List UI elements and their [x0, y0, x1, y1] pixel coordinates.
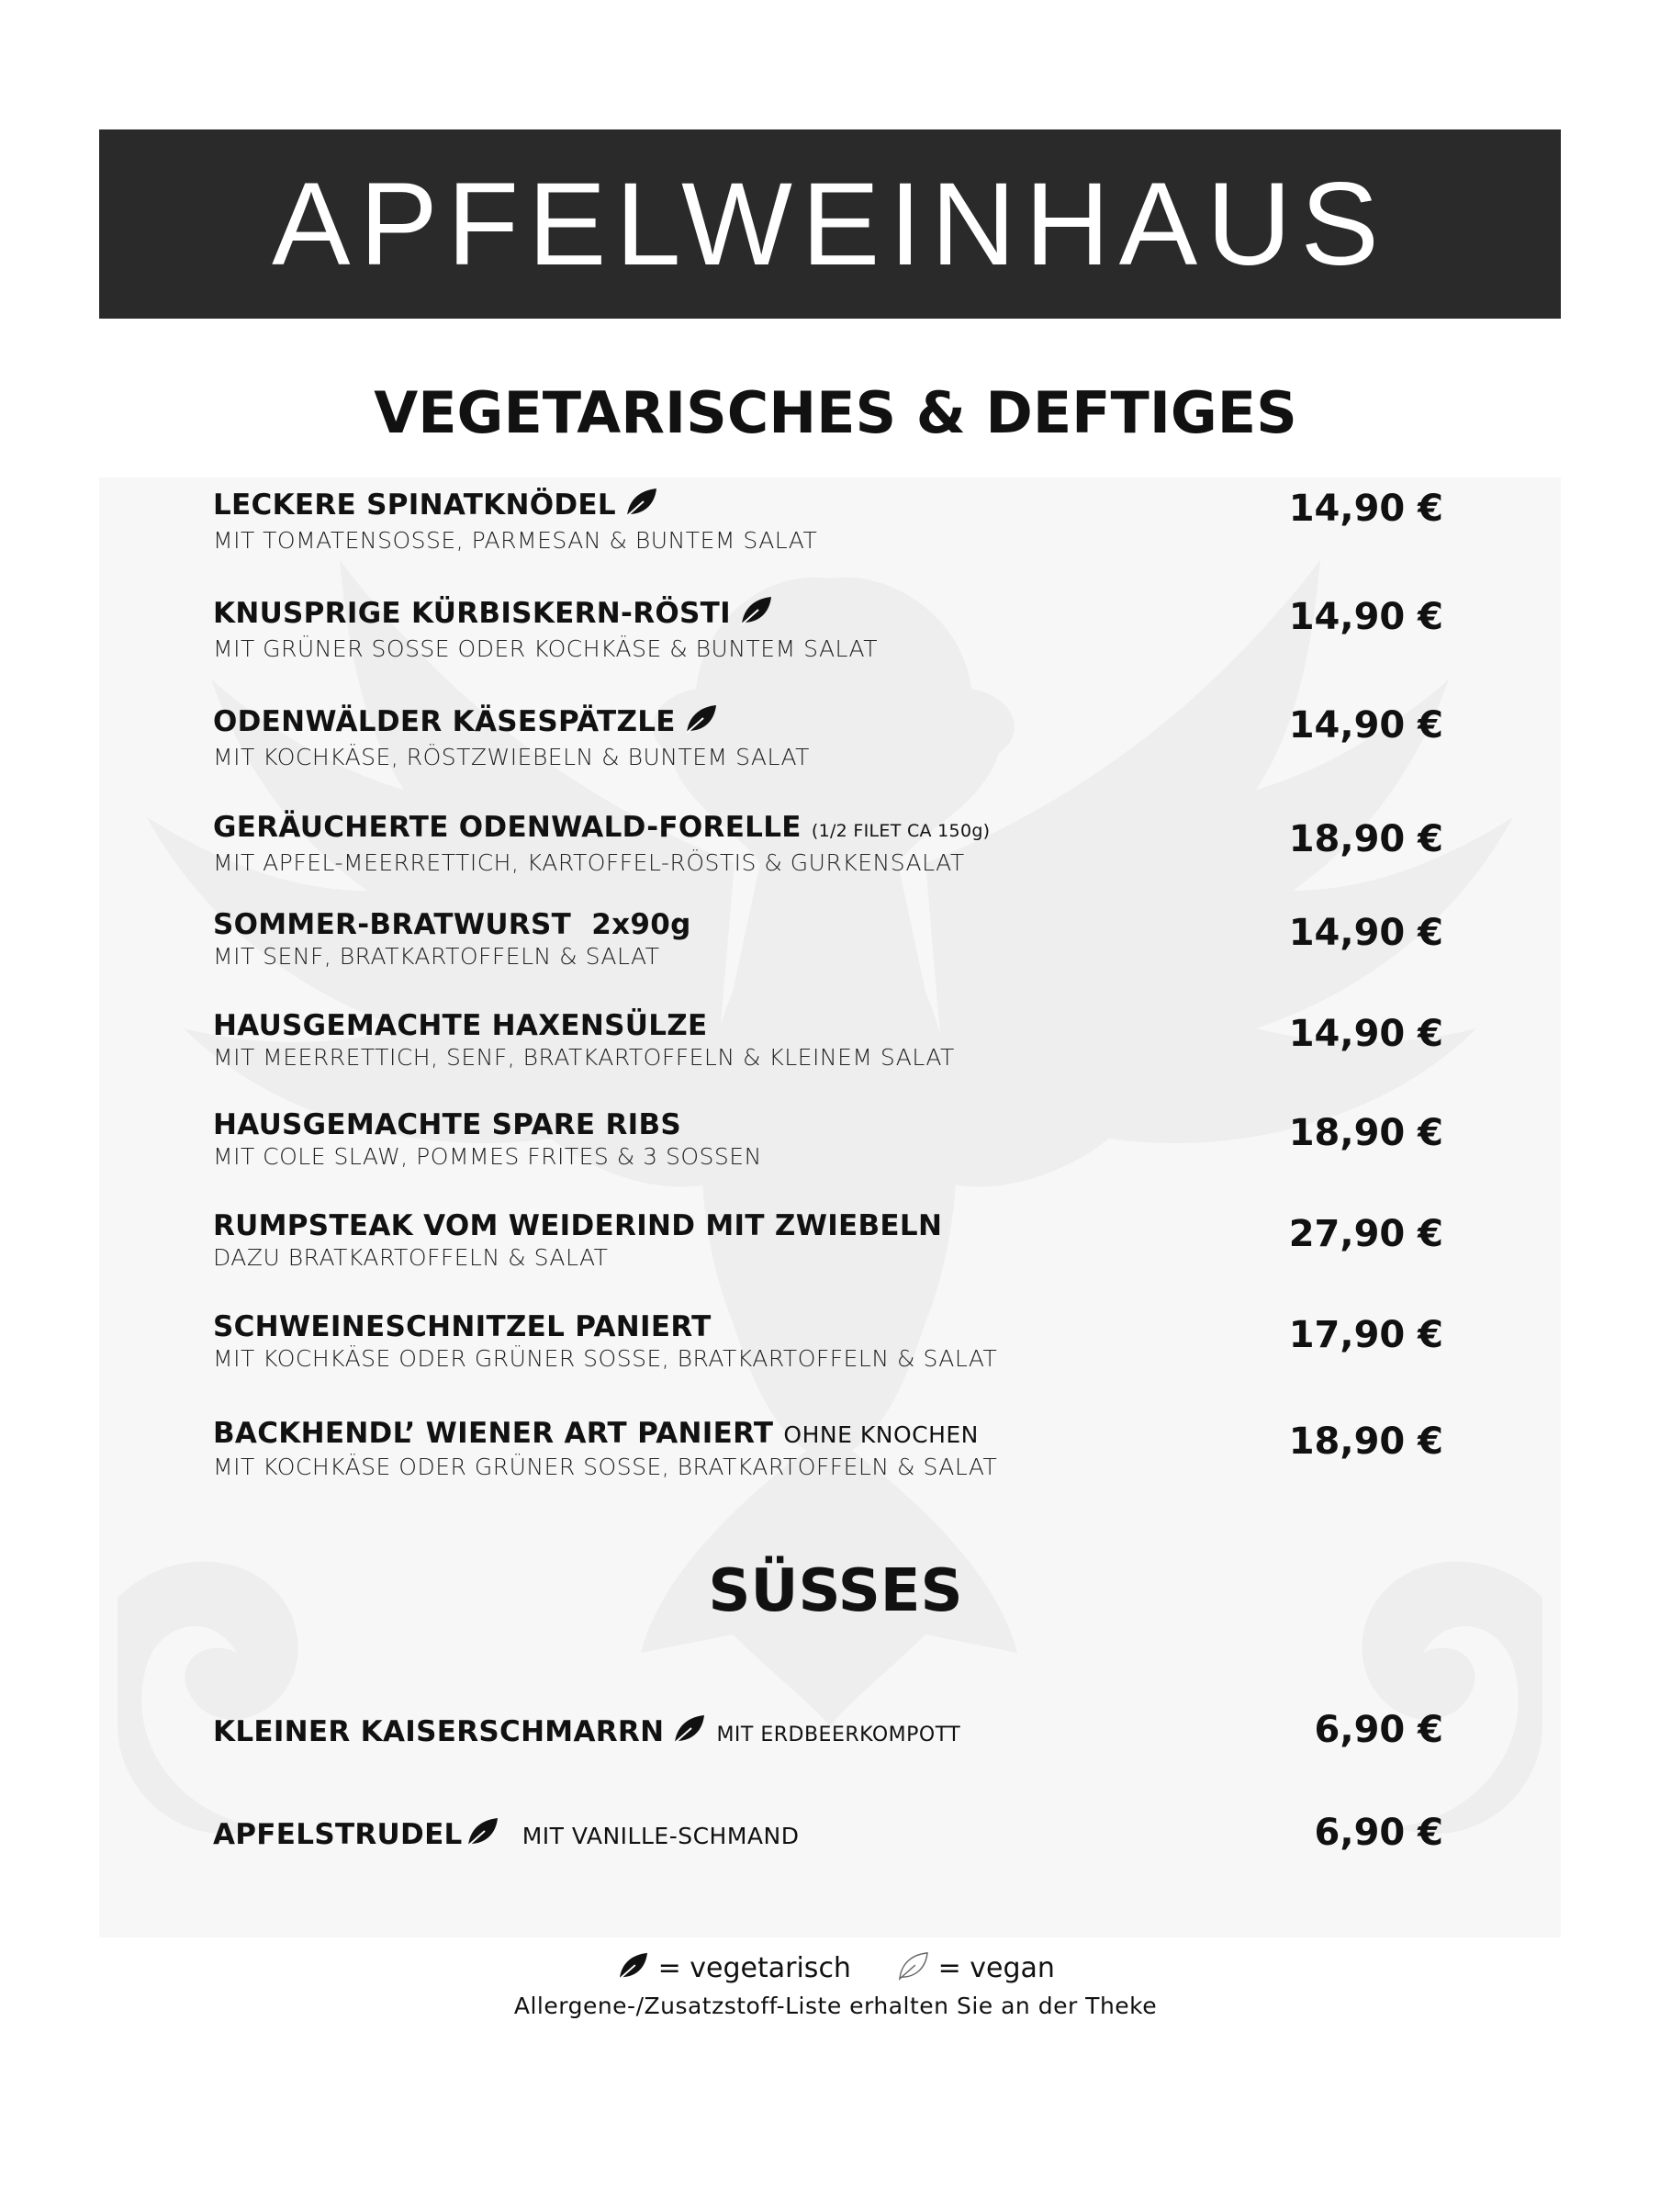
item-name: GERÄUCHERTE ODENWALD-FORELLE — [213, 811, 802, 844]
item-suffix: OHNE KNOCHEN — [783, 1421, 979, 1448]
vegan-leaf-icon — [896, 1951, 929, 1991]
item-name: RUMPSTEAK VOM WEIDERIND MIT ZWIEBELN — [213, 1209, 943, 1242]
item-description: MIT TOMATENSOSSE, PARMESAN & BUNTEM SALAT — [213, 527, 818, 554]
item-name: HAUSGEMACHTE SPARE RIBS — [213, 1108, 682, 1141]
item-name: LECKERE SPINATKNÖDEL — [213, 488, 616, 522]
item-name: KLEINER KAISERSCHMARRN — [213, 1715, 665, 1748]
menu-item — [213, 1812, 1443, 1856]
item-description: MIT COLE SLAW, POMMES FRITES & 3 SOSSEN — [213, 1143, 762, 1170]
item-description: MIT MEERRETTICH, SENF, BRATKARTOFFELN & KLEINEM SALAT — [213, 1044, 955, 1071]
item-price: 14,90 € — [1288, 704, 1443, 747]
menu-item — [213, 1309, 1443, 1374]
item-description: MIT APFEL-MEERRETTICH, KARTOFFEL-RÖSTIS & GURKENSALAT — [213, 849, 965, 876]
item-description: MIT SENF, BRATKARTOFFELN & SALAT — [213, 943, 660, 970]
header-banner — [99, 129, 1561, 319]
legend-vegetarian: = vegetarisch — [657, 1952, 851, 1984]
vegetarian-leaf-icon — [616, 1951, 649, 1991]
item-price: 18,90 € — [1288, 818, 1443, 860]
item-price: 17,90 € — [1288, 1314, 1443, 1356]
menu-item — [213, 907, 1443, 971]
vegetarian-leaf-icon — [465, 1816, 499, 1856]
item-price: 14,90 € — [1288, 488, 1443, 530]
menu-item — [213, 1107, 1443, 1172]
legend — [0, 1950, 1671, 2022]
menu-item — [213, 487, 1443, 556]
vegetarian-leaf-icon — [683, 703, 718, 743]
item-description: MIT GRÜNER SOSSE ODER KOCHKÄSE & BUNTEM SALAT — [213, 635, 878, 662]
item-description: MIT KOCHKÄSE, RÖSTZWIEBELN & BUNTEM SALAT — [213, 744, 810, 770]
vegetarian-leaf-icon — [623, 487, 658, 526]
section-title-main: VEGETARISCHES & DEFTIGES — [374, 379, 1297, 446]
restaurant-name: APFELWEINHAUS — [272, 158, 1388, 290]
menu-item — [213, 595, 1443, 664]
menu-item — [213, 1208, 1443, 1273]
section-title-sweet: SÜSSES — [708, 1557, 963, 1625]
item-suffix: MIT VANILLE-SCHMAND — [521, 1823, 800, 1849]
item-price: 6,90 € — [1314, 1812, 1443, 1854]
item-name: HAUSGEMACHTE HAXENSÜLZE — [213, 1009, 708, 1042]
item-description: DAZU BRATKARTOFFELN & SALAT — [213, 1244, 609, 1271]
menu-item — [213, 810, 1443, 878]
item-price: 27,90 € — [1288, 1213, 1443, 1255]
menu-item — [213, 1709, 1443, 1753]
allergens-note: Allergene-/Zusatzstoff-Liste erhalten Sie an der Theke — [513, 1993, 1158, 2019]
item-description: MIT KOCHKÄSE ODER GRÜNER SOSSE, BRATKARTOFFELN & SALAT — [213, 1454, 998, 1480]
vegetarian-leaf-icon — [671, 1713, 706, 1753]
item-name: KNUSPRIGE KÜRBISKERN-RÖSTI — [213, 597, 731, 630]
item-description: MIT KOCHKÄSE ODER GRÜNER SOSSE, BRATKARTOFFELN & SALAT — [213, 1345, 998, 1372]
menu-item — [213, 1416, 1443, 1482]
item-name: ODENWÄLDER KÄSESPÄTZLE — [213, 705, 676, 738]
item-name: APFELSTRUDEL — [213, 1818, 463, 1851]
item-name: SOMMER-BRATWURST 2x90g — [213, 908, 691, 941]
item-price: 6,90 € — [1314, 1709, 1443, 1751]
item-price: 14,90 € — [1288, 596, 1443, 638]
menu-item — [213, 1008, 1443, 1072]
vegetarian-leaf-icon — [738, 595, 773, 634]
item-suffix: MIT ERDBEERKOMPOTT — [716, 1724, 961, 1746]
legend-vegan: = vegan — [937, 1952, 1055, 1984]
item-price: 18,90 € — [1288, 1112, 1443, 1154]
item-name: SCHWEINESCHNITZEL PANIERT — [213, 1310, 712, 1343]
item-name: BACKHENDL’ WIENER ART PANIERT — [213, 1417, 774, 1450]
item-note: (1/2 FILET CA 150g) — [811, 821, 991, 841]
item-price: 18,90 € — [1288, 1420, 1443, 1463]
item-price: 14,90 € — [1288, 1013, 1443, 1055]
menu-item — [213, 703, 1443, 772]
item-price: 14,90 € — [1288, 912, 1443, 954]
